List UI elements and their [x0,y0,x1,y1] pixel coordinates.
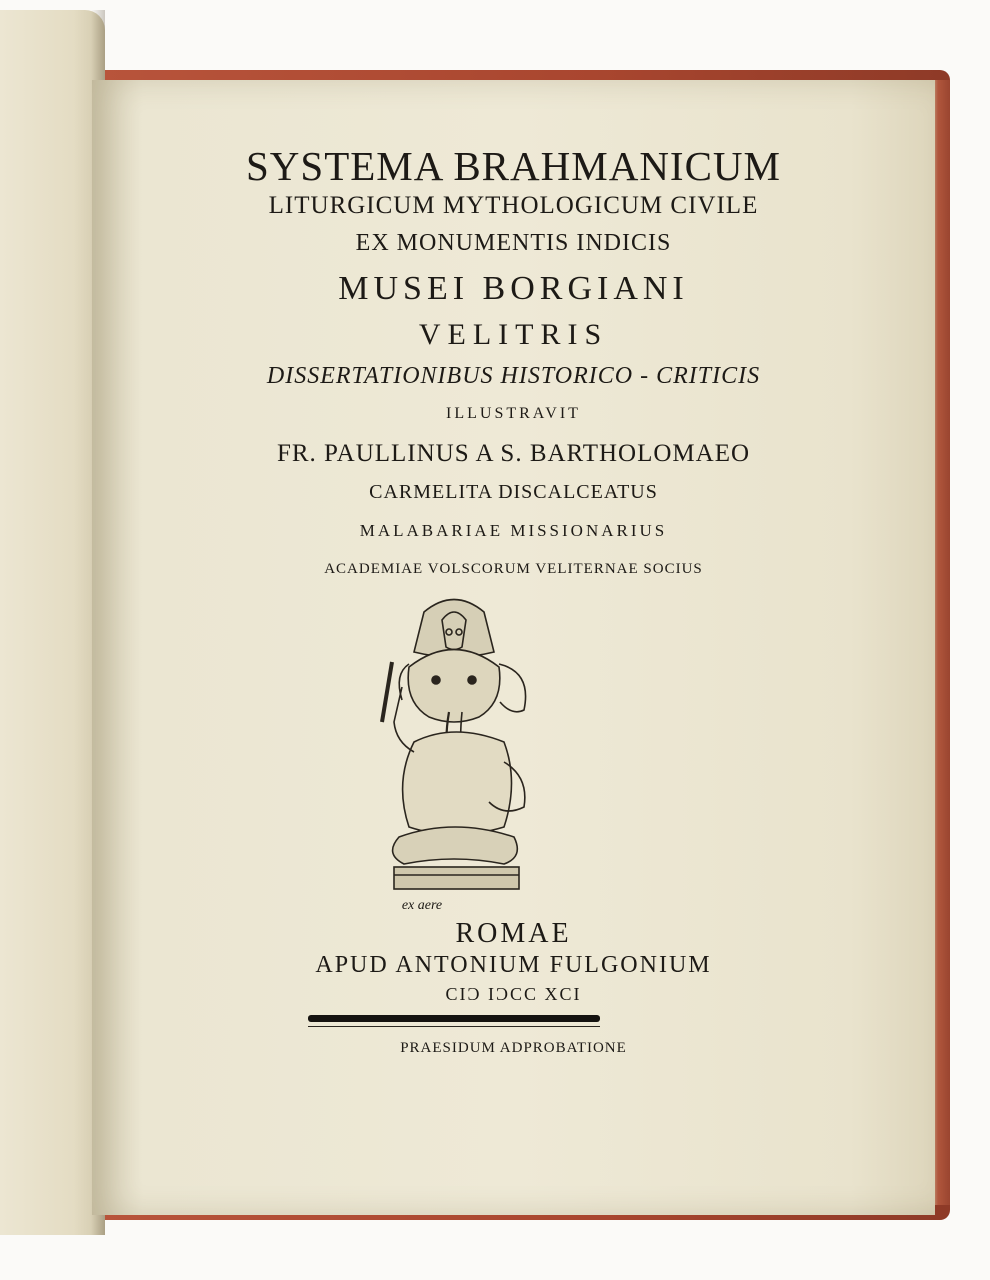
ganesha-engraving [354,592,554,907]
main-title: SYSTEMA BRAHMANICUM [245,143,781,189]
title-page [92,80,935,1215]
engraving-caption: ex aere [401,898,443,913]
divider-rule-thin [308,1026,600,1027]
divider-rule [308,1015,600,1022]
subtitle-line: EX MONUMENTIS INDICIS [355,230,672,256]
subtitle-line: VELITRIS [418,318,609,351]
imprint-city: ROMAE [455,918,572,949]
author-detail: MALABARIAE MISSIONARIUS [359,521,668,540]
subtitle-line: ILLUSTRAVIT [446,405,581,422]
author-detail: ACADEMIAE VOLSCORUM VELITERNAE SOCIUS [324,561,703,577]
author-detail: CARMELITA DISCALCEATUS [369,481,658,503]
approbation: PRAESIDUM ADPROBATIONE [400,1040,627,1056]
subtitle-line: LITURGICUM MYTHOLOGICUM CIVILE [268,192,759,219]
author-name: FR. PAULLINUS A S. BARTHOLOMAEO [276,440,751,467]
subtitle-line: MUSEI BORGIANI [338,270,689,307]
subtitle-line: DISSERTATIONIBUS HISTORICO - CRITICIS [266,363,761,389]
facing-page [0,10,105,1235]
imprint-publisher: APUD ANTONIUM FULGONIUM [315,952,712,978]
imprint-year: CIϽ IϽCC XCI [445,984,582,1004]
